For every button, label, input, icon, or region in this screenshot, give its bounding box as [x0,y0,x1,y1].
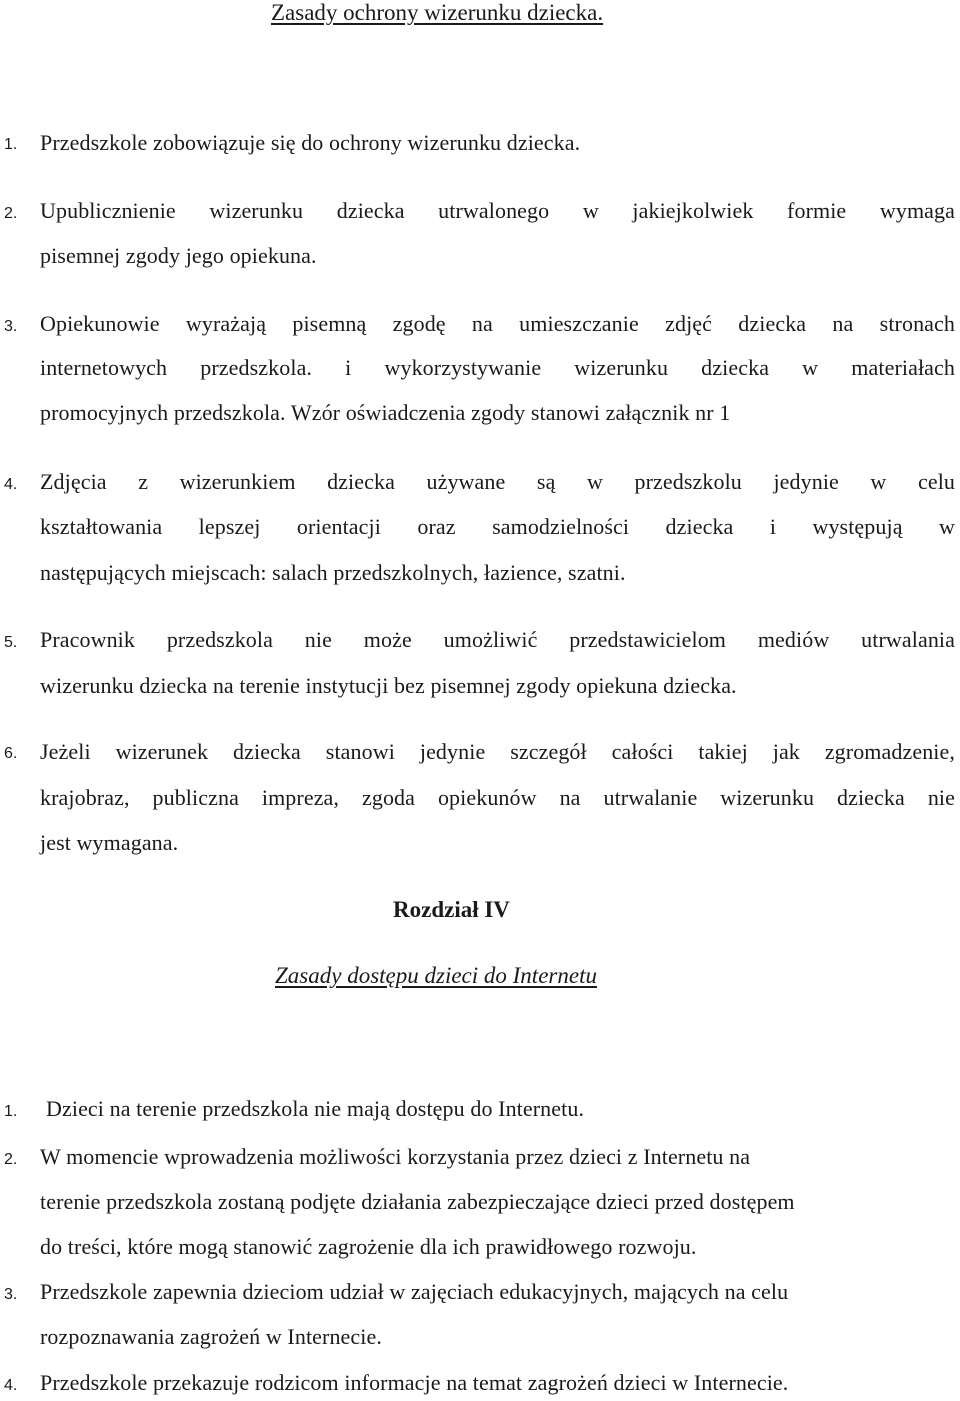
list-item-text: wizerunku dziecka na terenie instytucji bez pisemnej zgody opiekuna dziecka. [40,673,737,698]
list-item-text: Opiekunowie wyrażają pisemną zgodę na umieszczanie zdjęć dziecka na stronach [40,311,955,336]
list-item-text: Przedszkole przekazuje rodzicom informacje na temat zagrożeń dzieci w Internecie. [40,1370,789,1395]
list-item-text: Przedszkole zobowiązuje się do ochrony wizerunku dziecka. [40,130,581,155]
list-item-text: do treści, które mogą stanowić zagrożenie dla ich prawidłowego rozwoju. [40,1234,697,1259]
list-number: 3. [4,318,18,335]
list-item-text: jest wymagana. [40,830,179,855]
list-item-text: W momencie wprowadzenia możliwości korzystania przez dzieci z Internetu na [40,1144,751,1169]
list-item-text: Jeżeli wizerunek dziecka stanowi jedynie szczegół całości takiej jak zgromadzenie, [40,739,955,764]
page-title: Zasady ochrony wizerunku dziecka. [271,0,604,25]
list-number: 1. [4,1103,18,1120]
list-number: 4. [4,1377,18,1394]
list-number: 6. [4,745,18,762]
list-item-text: Upublicznienie wizerunku dziecka utrwalonego w jakiejkolwiek formie wymaga [40,198,955,223]
list-number: 1. [4,136,18,153]
list-item-text: następujących miejscach: salach przedszkolnych, łazience, szatni. [40,560,626,585]
list-number: 4. [4,476,18,493]
list-item-text: Dzieci na terenie przedszkola nie mają dostępu do Internetu. [46,1096,585,1121]
list-item-text: Pracownik przedszkola nie może umożliwić przedstawicielom mediów utrwalania [40,627,955,652]
list-number: 2. [4,205,18,222]
list-number: 2. [4,1151,18,1168]
list-item-text: kształtowania lepszej orientacji oraz samodzielności dziecka i występują w [40,514,955,539]
list-item-text: rozpoznawania zagrożeń w Internecie. [40,1324,382,1349]
list-item-text: promocyjnych przedszkola. Wzór oświadczenia zgody stanowi załącznik nr 1 [40,400,731,425]
list-item-text: krajobraz, publiczna impreza, zgoda opiekunów na utrwalanie wizerunku dziecka nie [40,785,955,810]
list-item-text: Przedszkole zapewnia dzieciom udział w zajęciach edukacyjnych, mających na celu [40,1279,789,1304]
list-item-text: Zdjęcia z wizerunkiem dziecka używane są w przedszkolu jedynie w celu [40,469,955,494]
chapter-subtitle: Zasady dostępu dzieci do Internetu [275,963,597,988]
list-item-text: terenie przedszkola zostaną podjęte działania zabezpieczające dzieci przed dostępem [40,1189,795,1214]
list-number: 3. [4,1286,18,1303]
list-item-text: pisemnej zgody jego opiekuna. [40,243,317,268]
list-item-text: internetowych przedszkola. i wykorzystywanie wizerunku dziecka w materiałach [40,355,955,380]
chapter-heading: Rozdział IV [393,897,510,922]
list-number: 5. [4,634,18,651]
